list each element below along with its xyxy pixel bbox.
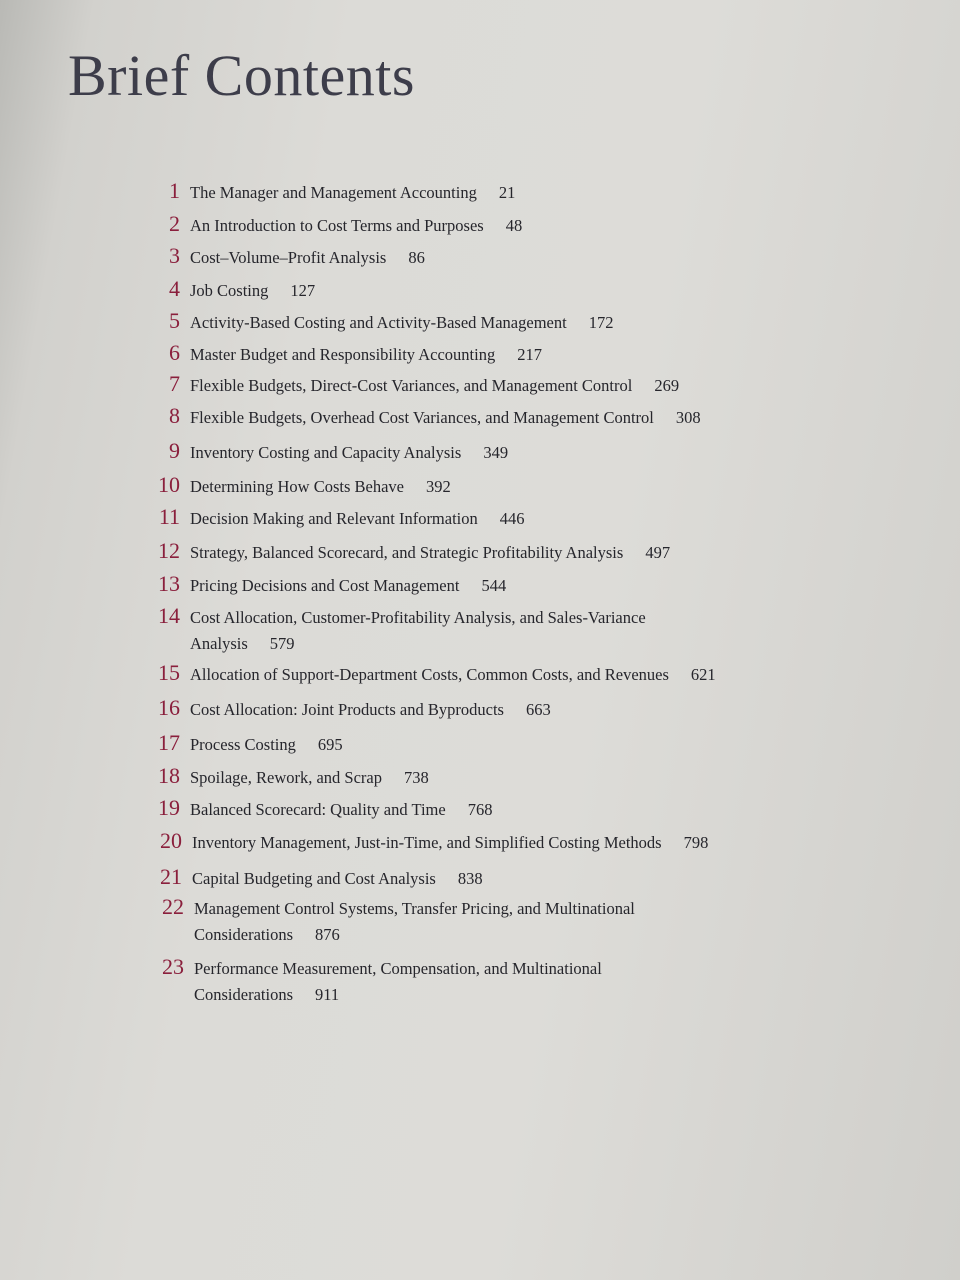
chapter-number: 21	[160, 864, 182, 889]
chapter-number: 11	[158, 504, 180, 529]
chapter-page: 21	[498, 183, 516, 202]
chapter-title: Cost Allocation, Customer-Profitability Analysis, and Sales-Variance	[190, 608, 646, 627]
chapter-title: Activity-Based Costing and Activity-Based Management	[190, 313, 567, 332]
chapter-page: 217	[517, 345, 542, 364]
chapter-number: 20	[160, 828, 182, 853]
chapter-number: 22	[162, 894, 184, 919]
chapter-number: 12	[158, 538, 180, 563]
chapter-number: 23	[162, 954, 184, 979]
chapter-number: 10	[158, 472, 180, 497]
chapter-page: 172	[588, 313, 614, 332]
chapter-page: 738	[404, 768, 429, 787]
chapter-number: 6	[169, 340, 180, 365]
chapter-number: 5	[169, 308, 180, 333]
chapter-page: 497	[645, 543, 671, 562]
chapter-title: Capital Budgeting and Cost Analysis	[192, 869, 436, 888]
chapter-page: 798	[683, 833, 709, 852]
chapter-number: 15	[158, 660, 180, 685]
chapter-title: Master Budget and Responsibility Accounting	[190, 345, 496, 364]
chapter-title: Management Control Systems, Transfer Pricing, and Multinational	[194, 899, 635, 918]
chapter-page: 392	[426, 477, 451, 496]
chapter-number: 18	[158, 763, 180, 788]
chapter-number: 3	[169, 243, 180, 268]
chapter-number: 14	[158, 603, 180, 628]
chapter-page: 876	[315, 925, 340, 944]
chapter-title: Decision Making and Relevant Information	[190, 509, 478, 528]
chapter-title: Pricing Decisions and Cost Management	[190, 576, 460, 595]
chapter-number: 19	[158, 795, 180, 820]
chapter-page: 911	[315, 985, 340, 1004]
chapter-title-continued: Analysis	[190, 634, 248, 653]
chapter-page: 349	[483, 443, 509, 462]
chapter-title: Flexible Budgets, Overhead Cost Variances, and Management Control	[190, 408, 654, 427]
chapter-page: 768	[467, 800, 493, 819]
chapter-number: 8	[169, 403, 180, 428]
chapter-title: Inventory Costing and Capacity Analysis	[190, 443, 462, 462]
chapter-page: 127	[290, 281, 316, 300]
chapter-page: 86	[408, 248, 425, 267]
chapter-number: 17	[158, 730, 180, 755]
chapter-title: Allocation of Support-Department Costs, Common Costs, and Revenues	[190, 665, 669, 684]
chapter-title: Job Costing	[190, 281, 269, 300]
chapter-title: Performance Measurement, Compensation, and Multinational	[194, 959, 602, 978]
chapter-page: 446	[499, 509, 525, 528]
chapter-title: Balanced Scorecard: Quality and Time	[190, 800, 446, 819]
chapter-number: 7	[169, 371, 180, 396]
chapter-title-continued: Considerations	[194, 985, 293, 1004]
chapter-title: Inventory Management, Just-in-Time, and Simplified Costing Methods	[192, 833, 662, 852]
chapter-number: 9	[169, 438, 180, 463]
chapter-title: Cost–Volume–Profit Analysis	[190, 248, 387, 267]
chapter-page: 838	[457, 869, 483, 888]
chapter-page: 621	[690, 665, 716, 684]
chapter-page: 663	[525, 700, 551, 719]
chapter-title: Strategy, Balanced Scorecard, and Strategic Profitability Analysis	[190, 543, 624, 562]
chapter-title: Determining How Costs Behave	[190, 477, 405, 496]
chapter-number: 1	[169, 178, 180, 203]
chapter-page: 544	[481, 576, 507, 595]
chapter-title: Spoilage, Rework, and Scrap	[190, 768, 382, 787]
chapter-page: 269	[654, 376, 680, 395]
chapter-title-continued: Considerations	[194, 925, 293, 944]
chapter-title: Cost Allocation: Joint Products and Byproducts	[190, 700, 504, 719]
chapter-title: An Introduction to Cost Terms and Purposes	[190, 216, 484, 235]
chapter-page: 579	[269, 634, 295, 653]
chapter-number: 13	[158, 571, 180, 596]
chapter-title: Process Costing	[190, 735, 296, 754]
chapter-number: 16	[158, 695, 180, 720]
chapter-page: 308	[675, 408, 701, 427]
chapter-title: The Manager and Management Accounting	[190, 183, 477, 202]
chapter-number: 2	[169, 211, 180, 236]
page-title: Brief Contents	[68, 43, 415, 108]
chapter-title: Flexible Budgets, Direct-Cost Variances, and Management Control	[190, 376, 633, 395]
chapter-page: 695	[317, 735, 343, 754]
chapter-page: 48	[505, 216, 523, 235]
chapter-number: 4	[169, 276, 180, 301]
